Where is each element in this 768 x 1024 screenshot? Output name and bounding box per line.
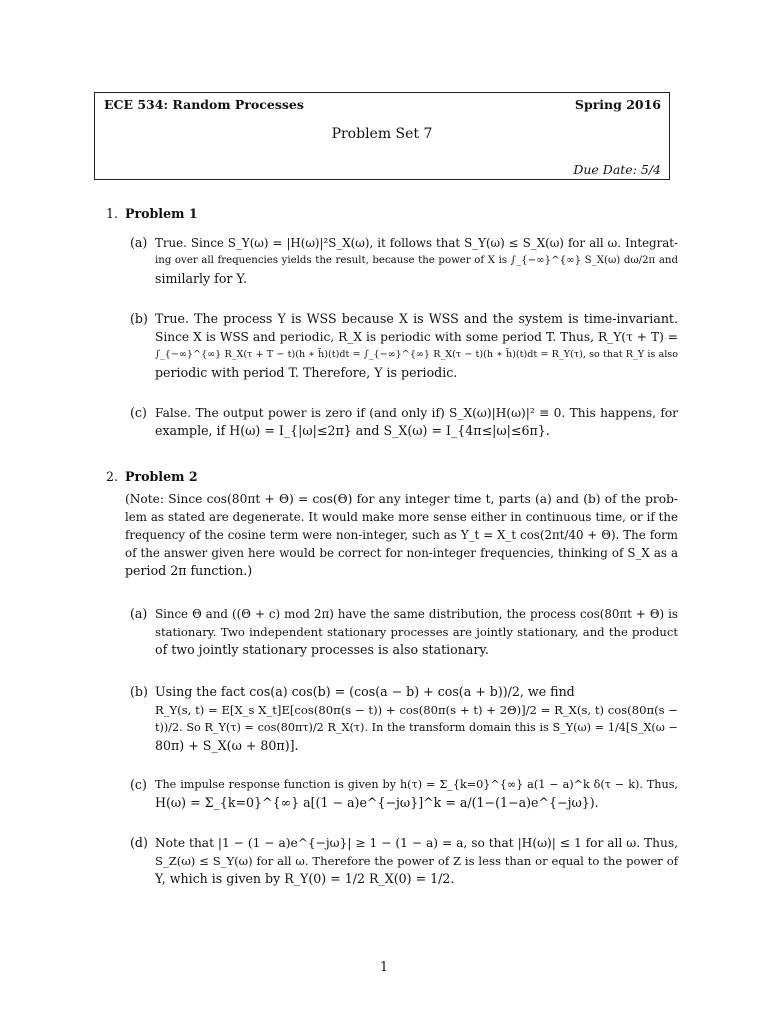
- p1-b-line-4: periodic with period T. Therefore, Y is periodic.: [155, 365, 458, 380]
- p2-d-line-1: Note that |1 − (1 − a)e^{−jω}| ≥ 1 − (1 − a) = a, so that |H(ω)| ≤ 1 for all ω. Thus,: [155, 836, 678, 850]
- p2-note-line-4: of the answer given here would be correct for non-integer frequencies, thinking of S_X as a: [125, 546, 678, 560]
- problem-2-number: 2.: [106, 469, 119, 484]
- problem-set-title: Problem Set 7: [331, 126, 433, 142]
- p1-a-label: (a): [130, 235, 148, 250]
- problem-1-title: Problem 1: [125, 206, 198, 221]
- p2-note: [125, 490, 678, 580]
- due-date: Due Date: 5/4: [573, 162, 661, 177]
- p1-b-label: (b): [130, 311, 148, 326]
- p1-c-line-2: example, if H(ω) = I_{|ω|≤2π} and S_X(ω) = I_{4π≤|ω|≤6π}.: [155, 423, 550, 438]
- header-box: [94, 92, 670, 180]
- p1-c-text: [155, 404, 678, 440]
- p2-b-text: [155, 683, 678, 755]
- p2-c-label: (c): [130, 777, 147, 792]
- problem-2-title: Problem 2: [125, 469, 198, 484]
- p2-a-line-3: of two jointly stationary processes is also stationary.: [155, 642, 489, 657]
- p2-b-label: (b): [130, 684, 148, 699]
- p1-c-label: (c): [130, 405, 147, 420]
- p2-d-line-2: S_Z(ω) ≤ S_Y(ω) for all ω. Therefore the power of Z is less than or equal to the power of: [155, 854, 678, 868]
- p1-a-line-1: True. Since S_Y(ω) = |H(ω)|²S_X(ω), it follows that S_Y(ω) ≤ S_X(ω) for all ω. Integrat-: [155, 236, 678, 250]
- p1-a-line-2: ing over all frequencies yields the result, because the power of X is ∫_{−∞}^{∞} S_X(ω) dω/2π and: [155, 255, 678, 266]
- p2-d-label: (d): [130, 835, 148, 850]
- p1-a-text: [155, 234, 678, 288]
- p1-c-line-1: False. The output power is zero if (and only if) S_X(ω)|H(ω)|² ≡ 0. This happens, for: [155, 406, 678, 420]
- p2-c-line-1: The impulse response function is given by h(τ) = Σ_{k=0}^{∞} a(1 − a)^k δ(τ − k). Thus,: [155, 778, 678, 791]
- p2-d-text: [155, 834, 678, 888]
- page-number: 1: [379, 959, 388, 974]
- p1-b-line-1: True. The process Y is WSS because X is WSS and the system is time-invariant.: [155, 311, 678, 326]
- p2-note-line-2: lem as stated are degenerate. It would make more sense either in continuous time, or if the: [125, 510, 678, 524]
- p2-a-line-2: stationary. Two independent stationary processes are jointly stationary, and the product: [155, 625, 678, 639]
- p2-note-line-5: period 2π function.): [125, 563, 253, 578]
- p2-a-label: (a): [130, 606, 148, 621]
- p2-b-line-4: 80π) + S_X(ω + 80π)].: [155, 738, 299, 753]
- term: Spring 2016: [574, 97, 661, 112]
- p2-b-line-1: Using the fact cos(a) cos(b) = (cos(a − b) + cos(a + b))/2, we find: [155, 684, 575, 699]
- p2-note-line-1: (Note: Since cos(80πt + Θ) = cos(Θ) for any integer time t, parts (a) and (b) of the prob-: [125, 492, 678, 506]
- p1-b-text: [155, 310, 678, 382]
- p2-a-text: [155, 605, 678, 659]
- p2-note-line-3: frequency of the cosine term were non-integer, such as Y_t = X_t cos(2πt/40 + Θ). The form: [125, 528, 678, 542]
- p2-b-line-3: t))/2. So R_Y(τ) = cos(80πτ)/2 R_X(τ). In the transform domain this is S_Y(ω) = 1/4[S_X(ω −: [155, 721, 678, 734]
- p1-b-line-2: Since X is WSS and periodic, R_X is periodic with some period T. Thus, R_Y(τ + T) =: [155, 330, 678, 344]
- problem-1-number: 1.: [106, 206, 119, 221]
- p2-c-text: [155, 776, 678, 812]
- p2-c-line-2: H(ω) = Σ_{k=0}^{∞} a[(1 − a)e^{−jω}]^k = a/(1−(1−a)e^{−jω}).: [155, 795, 599, 810]
- p1-a-line-3: similarly for Y.: [155, 271, 248, 286]
- p2-a-line-1: Since Θ and ((Θ + c) mod 2π) have the same distribution, the process cos(80πt + Θ) is: [155, 607, 678, 621]
- p2-b-line-2: R_Y(s, t) = E[X_s X_t]E[cos(80π(s − t)) + cos(80π(s + t) + 2Θ)]/2 = R_X(s, t) cos(80π(s −: [155, 703, 678, 717]
- p2-d-line-3: Y, which is given by R_Y(0) = 1/2 R_X(0) = 1/2.: [155, 871, 455, 886]
- course-title: ECE 534: Random Processes: [104, 97, 304, 112]
- p1-b-line-3: ∫_{−∞}^{∞} R_X(τ + T − t)(h ∗ h̃)(t)dt = ∫_{−∞}^{∞} R_X(τ − t)(h ∗ h̃)(t)dt = R_Y(τ), so that R_Y is also: [155, 349, 678, 360]
